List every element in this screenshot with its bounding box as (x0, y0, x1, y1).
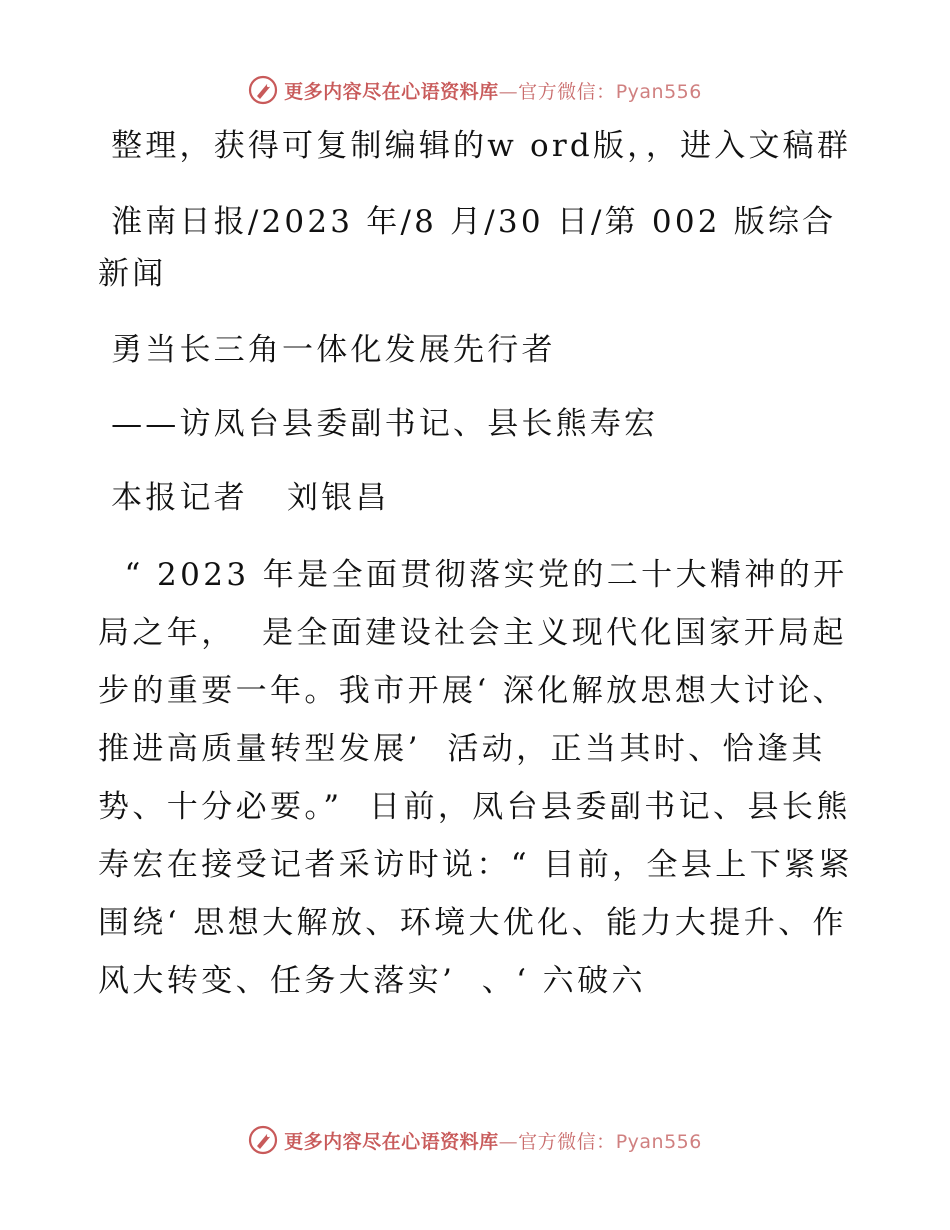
article-byline: 本报记者 刘银昌 (98, 480, 390, 516)
pen-nib-logo-icon (248, 1125, 278, 1155)
watermark-main: 更多内容尽在心语资料库 (284, 1130, 499, 1153)
watermark-main: 更多内容尽在心语资料库 (284, 80, 499, 103)
pen-nib-logo-icon (248, 75, 278, 105)
article-body (98, 120, 858, 1010)
article-headline: 勇当长三角一体化发展先行者 (98, 332, 556, 368)
watermark-sub: 官方微信： (518, 1130, 616, 1153)
article-subheadline: ——访凤台县委副书记、县长熊寿宏 (98, 406, 659, 442)
watermark-dash: — (498, 1130, 519, 1153)
download-note: 整理，获得可复制编辑的w ord版，，进入文稿群 (98, 128, 852, 164)
source-line: 淮南日报/2023 年/8 月/30 日/第 002 版综合新闻 (98, 204, 837, 292)
watermark-id: Pyan556 (615, 80, 702, 103)
watermark-text (284, 1127, 702, 1154)
footer-watermark (0, 1120, 950, 1160)
watermark-text (284, 77, 702, 104)
watermark-id: Pyan556 (615, 1130, 702, 1153)
header-watermark (0, 70, 950, 110)
article-paragraph: “ 2023 年是全面贯彻落实党的二十大精神的开局之年， 是全面建设社会主义现代化国家开局起步的重要一年。我市开展‘ 深化解放思想大讨论、推进高质量转型发展’ 活动，正当其时、恰逢其势、十分必要。” 日前，凤台县委副书记、县长熊寿宏在接受记者采访时说：“ 目前，全县上下紧紧围绕‘ 思想大解放、环境大优化、能力大提升、作风大转变、任务大落实’ 、‘ 六破六 (98, 557, 853, 999)
watermark-dash: — (498, 80, 519, 103)
watermark-sub: 官方微信： (518, 80, 616, 103)
